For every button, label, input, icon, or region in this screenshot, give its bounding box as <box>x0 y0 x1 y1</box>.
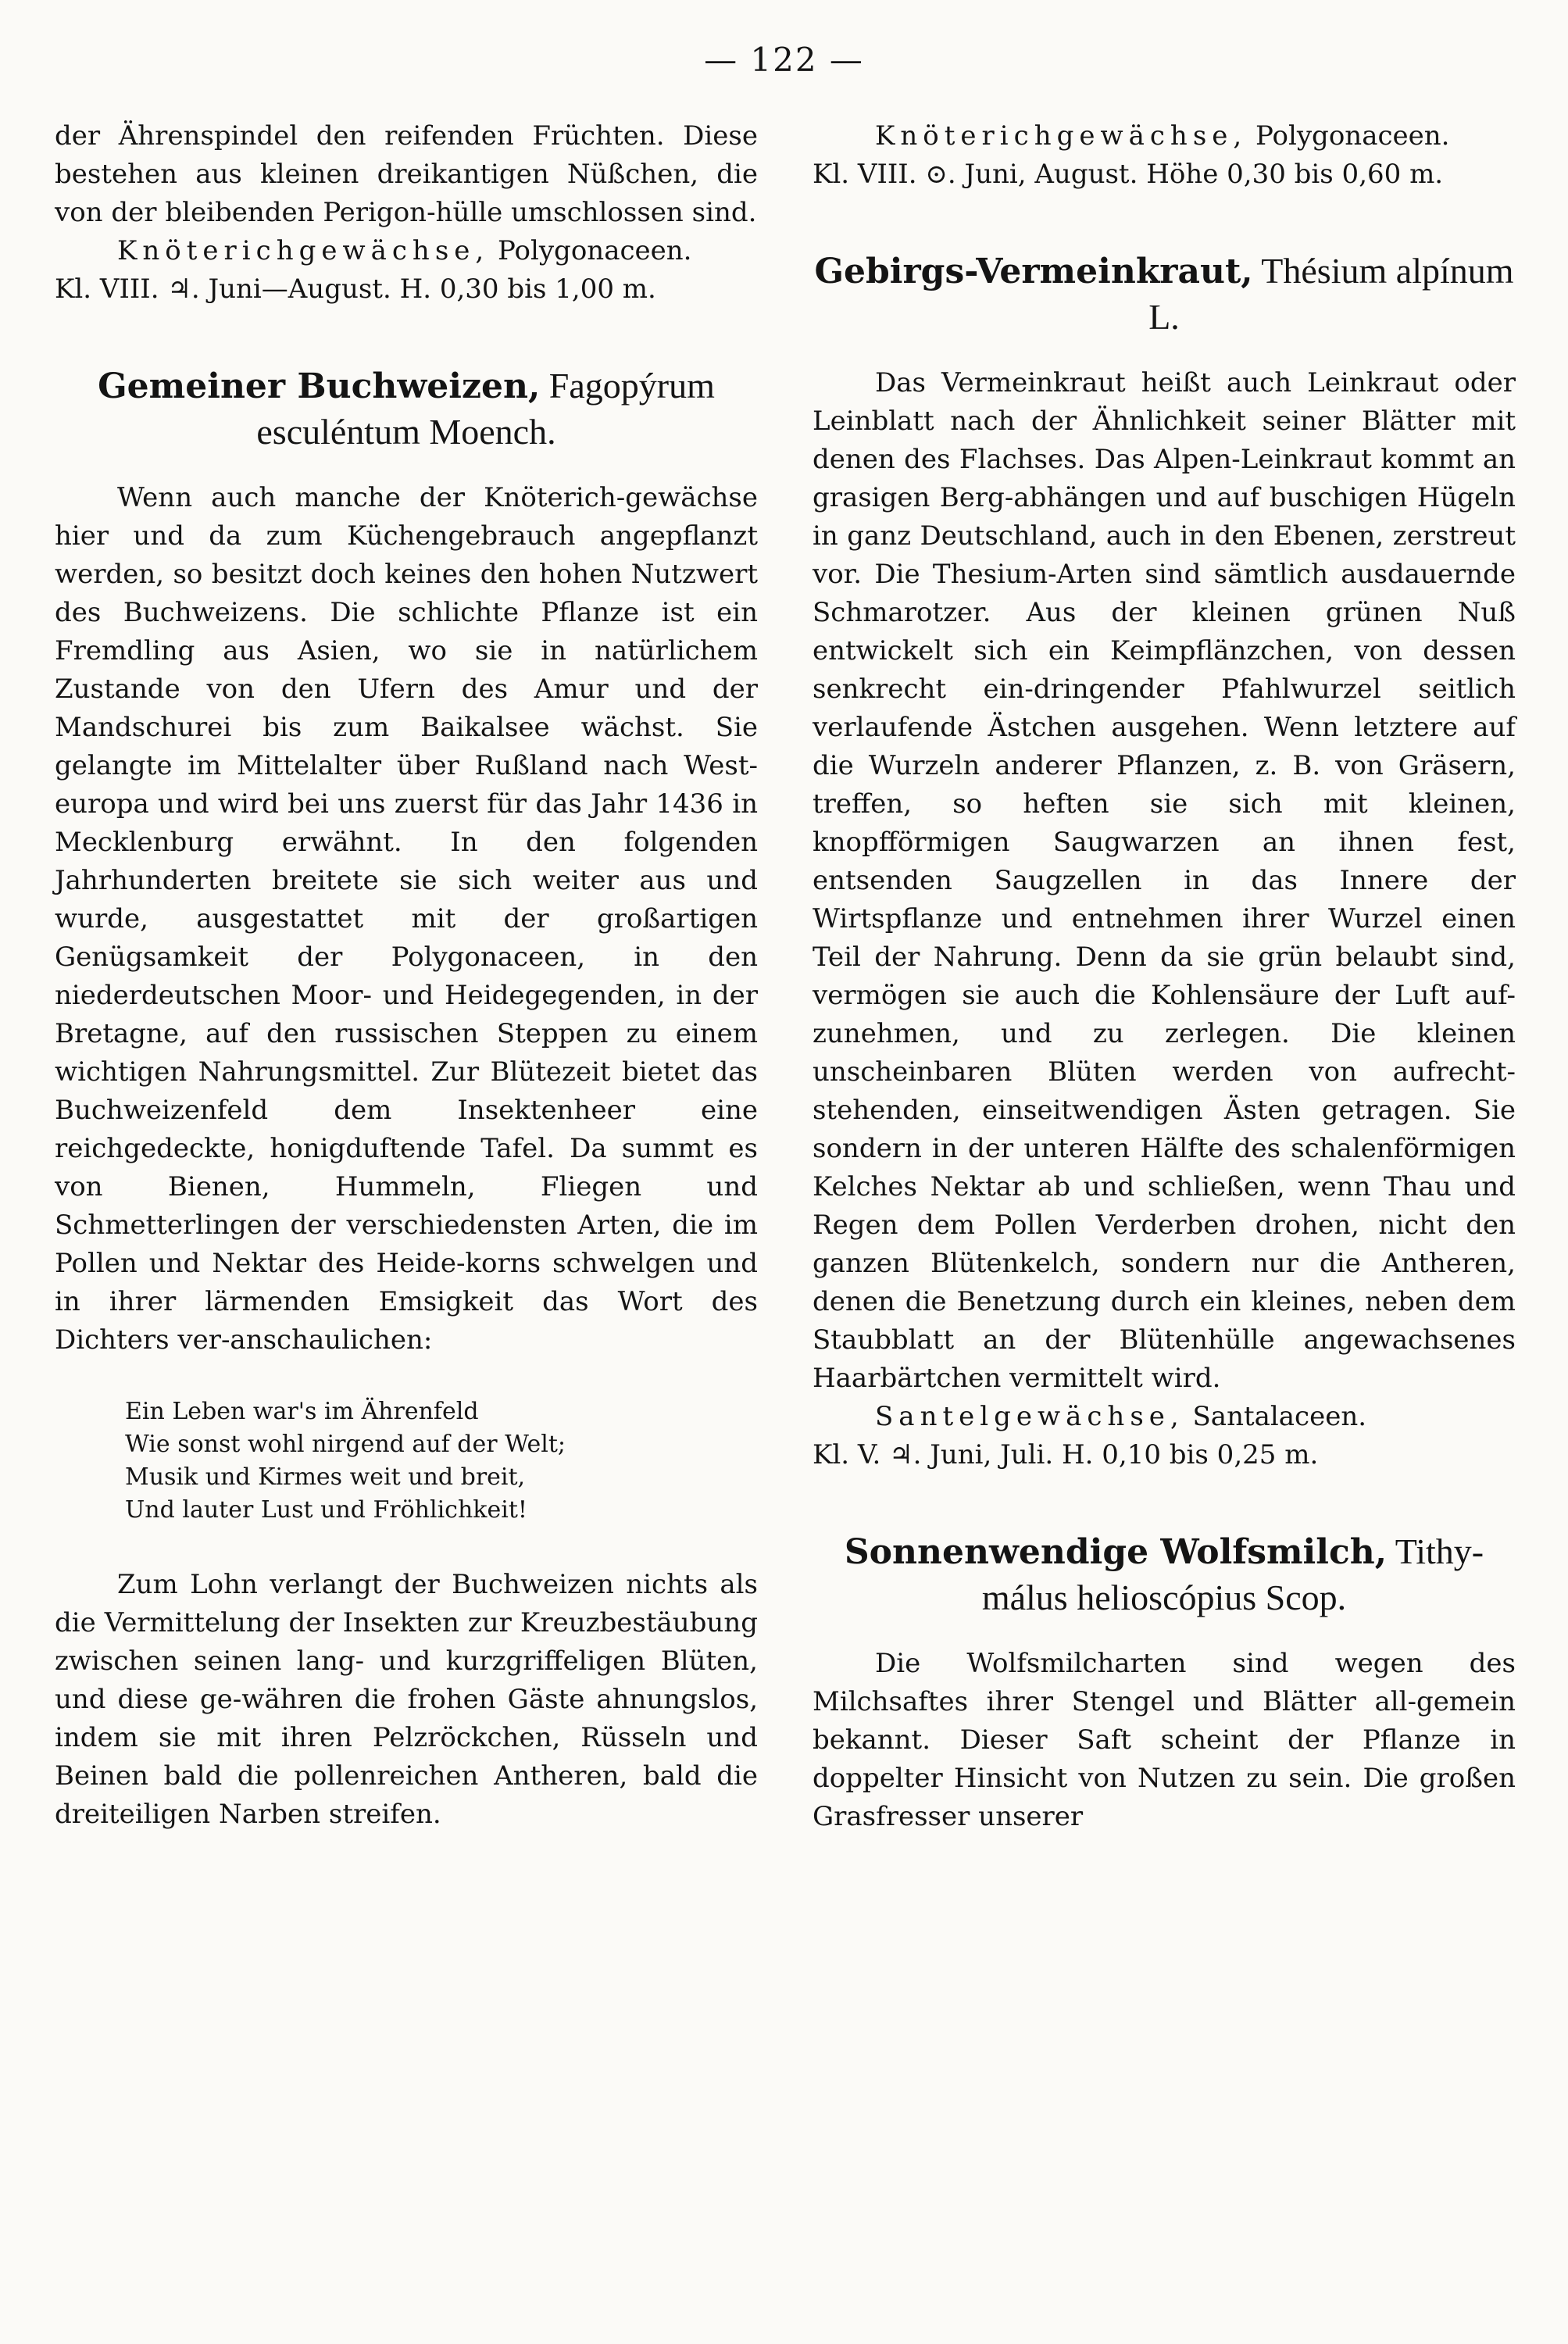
intro-paragraph: der Ährenspindel den reifenden Früchten. Diese bestehen aus kleinen dreikantigen Nüßchen, die von der bleibenden Perigon-hülle umschlossen sind. <box>55 120 758 228</box>
family-line <box>813 1398 1516 1436</box>
body-paragraph: Die Wolfsmilcharten sind wegen des Milchsaftes ihrer Stengel und Blätter all-gemein bekannt. Dieser Saft scheint der Pflanze in doppelter Hinsicht von Nutzen zu sein. Die großen Grasfresser unserer <box>813 1648 1516 1832</box>
family-name: Knöterichgewächse, <box>117 235 490 266</box>
heading-german: Sonnenwendige Wolfsmilch, <box>844 1532 1388 1572</box>
poem-line: Und lauter Lust und Fröhlichkeit! <box>125 1496 527 1524</box>
family-details: Kl. VIII. ⊙. Juni, August. Höhe 0,30 bis 0,60 m. <box>813 159 1444 190</box>
heading-german: Gebirgs-Vermeinkraut, <box>814 252 1253 291</box>
body-paragraph: Das Vermeinkraut heißt auch Leinkraut oder Leinblatt nach der Ähnlichkeit seiner Blätter mit denen des Flachses. Das Alpen-Leinkraut kommt an grasigen Berg-abhängen und auf buschigen Hügeln in ganz Deutschland, auch in den Ebenen, zerstreut vor. Die Thesium-Arten sind sämtlich ausdauernde Schmarotzer. Aus der kleinen grünen Nuß entwickelt sich ein Keimpflänzchen, von dessen senkrecht ein-dringender Pfahlwurzel seitlich verlaufende Ästchen ausgehen. Wenn letztere auf die Wurzeln anderer Pflanzen, z. B. von Gräsern, treffen, so heften sie sich mit kleinen, knopfförmigen Saugwarzen an ihnen fest, entsenden Saugzellen in das Innere der Wirtspflanze und entnehmen ihrer Wurzel einen Teil der Nahrung. Denn da sie grün belaubt sind, vermögen sie auch die Kohlensäure der Luft auf-zunehmen, und zu zerlegen. Die kleinen unscheinbaren Blüten werden von aufrecht-stehenden, einseitwendigen Ästen getragen. Sie sondern in der unteren Hälfte des schalenförmigen Kelches Nektar ab und schließen, wenn Thau und Regen dem Pollen Verderben drohen, nicht den ganzen Blütenkelch, sondern nur die Antheren, denen die Benetzung durch ein kleines, neben dem Staubblatt an der Blütenhülle angewachsenes Haarbärtchen vermittelt wird. <box>813 367 1516 1394</box>
closing-paragraph: Zum Lohn verlangt der Buchweizen nichts als die Vermittelung der Insekten zur Kreuzbestäubung zwischen seinen lang- und kurzgriffeligen Blüten, und diese ge-währen die frohen Gäste ahnungslos, indem sie mit ihren Pelzröckchen, Rüsseln und Beinen bald die pollenreichen Antheren, bald die dreiteiligen Narben streifen. <box>55 1569 758 1830</box>
family-name: Santelgewächse, <box>875 1401 1184 1432</box>
section-heading-buchweizen <box>55 363 758 456</box>
body-paragraph: Wenn auch manche der Knöterich-gewächse hier und da zum Küchengebrauch angepflanzt werden, so besitzt doch keines den hohen Nutzwert des Buchweizens. Die schlichte Pflanze ist ein Fremdling aus Asien, wo sie in natürlichem Zustande von den Ufern des Amur und der Mandschurei bis zum Baikalsee wächst. Sie gelangte im Mittelalter über Rußland nach West-europa und wird bei uns zuerst für das Jahr 1436 in Mecklenburg erwähnt. In den folgenden Jahrhunderten breitete sie sich weiter aus und wurde, ausgestattet mit der großartigen Genügsamkeit der Polygonaceen, in den niederdeutschen Moor- und Heidegegenden, in der Bretagne, auf den russischen Steppen zu einem wichtigen Nahrungsmittel. Zur Blütezeit bietet das Buchweizenfeld dem Insektenheer eine reichgedeckte, honigduftende Tafel. Da summt es von Bienen, Hummeln, Fliegen und Schmetterlingen der verschiedensten Arten, die im Pollen und Nektar des Heide-korns schwelgen und in ihrer lärmenden Emsigkeit das Wort des Dichters ver-anschaulichen: <box>55 482 758 1356</box>
poem-line: Musik und Kirmes weit und breit, <box>125 1463 526 1491</box>
poem-line: Wie sonst wohl nirgend auf der Welt; <box>125 1431 566 1458</box>
family-details: Kl. V. ♃. Juni, Juli. H. 0,10 bis 0,25 m. <box>813 1439 1319 1470</box>
family-details: Kl. VIII. ♃. Juni—August. H. 0,30 bis 1,00 m. <box>55 273 656 305</box>
family-name: Knöterichgewächse, <box>875 120 1248 152</box>
section-heading-thesium <box>813 248 1516 341</box>
heading-german: Gemeiner Buchweizen, <box>98 366 541 406</box>
section-heading-wolfsmilch <box>813 1529 1516 1621</box>
page-number: — 122 — <box>704 41 864 79</box>
heading-latin: Thésium alpínum L. <box>1148 251 1514 337</box>
poem <box>125 1395 758 1527</box>
family-latin: Polygonaceen. <box>1247 120 1450 152</box>
heading-latin: Tithy-málus helioscópius Scop. <box>981 1531 1484 1617</box>
poem-line: Ein Leben war's im Ährenfeld <box>125 1398 479 1425</box>
family-line <box>813 117 1516 155</box>
right-column <box>813 117 1516 1836</box>
heading-latin: Fagopýrum esculéntum Moench. <box>256 366 715 452</box>
family-latin: Polygonaceen. <box>489 235 692 266</box>
family-latin: Santalaceen. <box>1184 1401 1367 1432</box>
family-line <box>55 232 758 270</box>
left-column <box>55 117 758 1834</box>
